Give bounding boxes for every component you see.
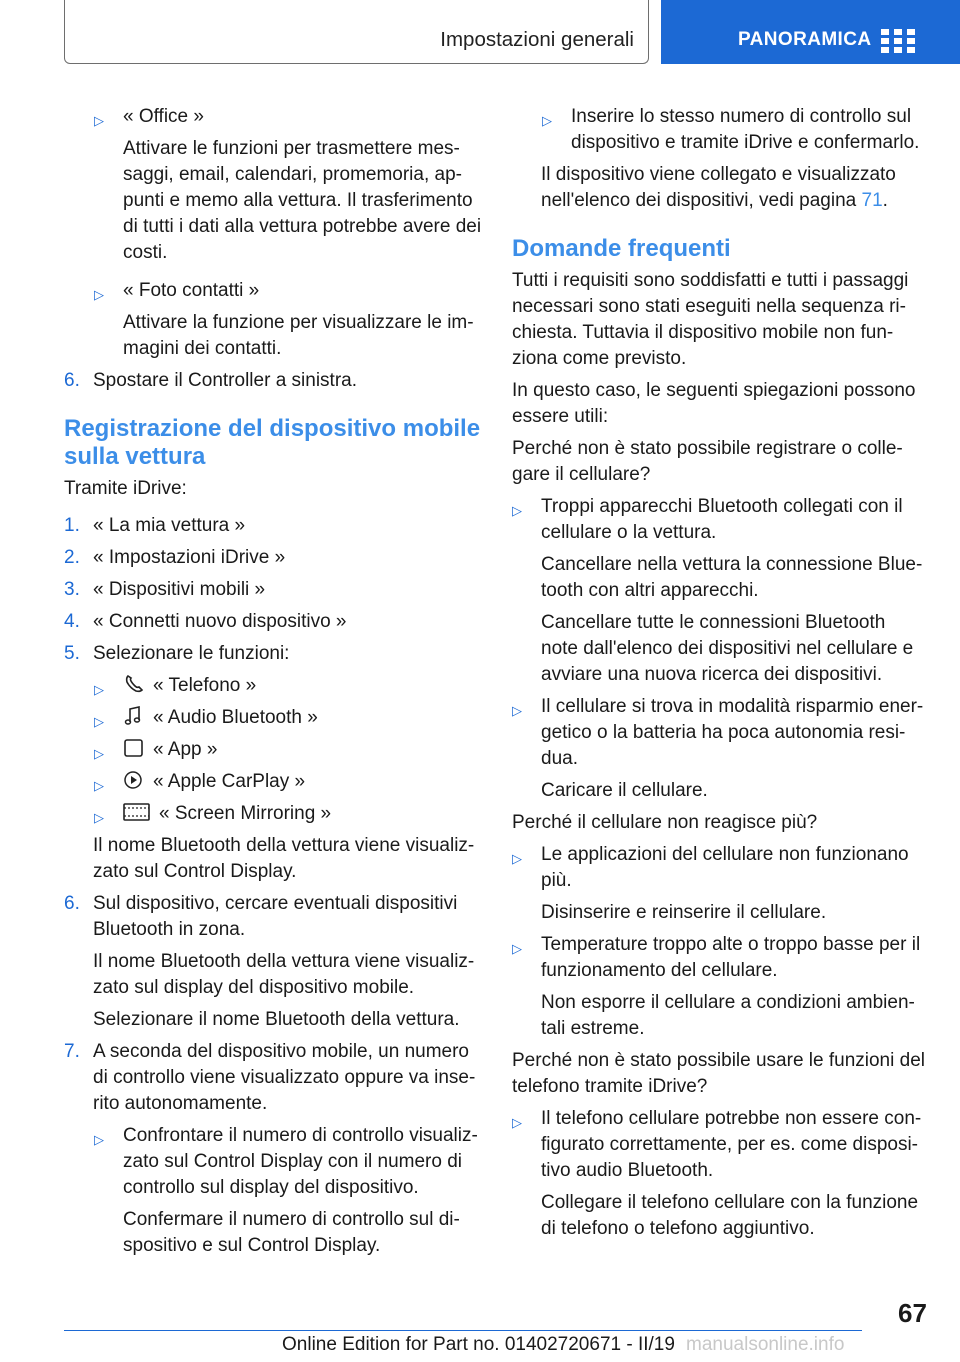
screen-mirroring-icon bbox=[123, 802, 151, 822]
page-number: 67 bbox=[898, 1298, 927, 1328]
question-2: Perché il cellulare non reagisce più? bbox=[512, 812, 818, 833]
list-item bbox=[64, 278, 484, 304]
phone-icon bbox=[123, 674, 145, 694]
step-6b-note: Il nome Bluetooth della vettura viene visualiz- zato sul display del dispositivo mobile. bbox=[93, 951, 475, 998]
q3-bullet1-note: Collegare il telefono cellulare con la funzione di telefono o telefono aggiuntivo. bbox=[541, 1192, 919, 1239]
q2-bullet1-note: Disinserire e reinserire il cellulare. bbox=[541, 902, 827, 923]
step-2: 2. « Impostazioni iDrive » bbox=[64, 547, 286, 568]
q2-bullet2-note: Non esporre il cellulare a condizioni ambien- tali estreme. bbox=[541, 992, 915, 1039]
triangle-bullet-icon: ▷ bbox=[94, 1132, 104, 1147]
office-title: « Office » bbox=[123, 106, 204, 127]
header-tab-label: PANORAMICA bbox=[738, 29, 872, 50]
step-5: 5. Selezionare le funzioni: bbox=[64, 643, 290, 664]
step-7: 7. A seconda del dispositivo mobile, un numero di controllo viene visualizzato oppure va inse- rito autonomamente. bbox=[64, 1041, 476, 1114]
function-screen-mirroring: ▷ « Screen Mirroring » bbox=[64, 801, 484, 827]
step-5-note: Il nome Bluetooth della vettura viene visualiz- zato sul Control Display. bbox=[93, 835, 475, 882]
list-item: ▷ Temperature troppo alte o troppo basse per il funzionamento del cellulare. bbox=[512, 934, 921, 981]
q1-bullet2-note: Caricare il cellulare. bbox=[541, 780, 708, 801]
tramite-idrive: Tramite iDrive: bbox=[64, 478, 187, 499]
list-item: ▷ Il cellulare si trova in modalità risparmio ener- getico o la batteria ha poca autonomia resi- dua. bbox=[512, 696, 924, 769]
triangle-bullet-icon: ▷ bbox=[94, 714, 104, 729]
triangle-bullet-icon: ▷ bbox=[512, 941, 522, 956]
list-item: ▷ Confrontare il numero di controllo visualiz- zato sul Control Display con il numero di controllo sul display del dispositivo. bbox=[94, 1125, 478, 1198]
left-column bbox=[64, 104, 484, 1259]
triangle-bullet-icon: ▷ bbox=[94, 682, 104, 697]
faq-intro: Tutti i requisiti sono soddisfatti e tutti i passaggi necessari sono stati eseguiti nella sequenza ri- chiesta. Tuttavia il dispositivo mobile non fun- ziona come previsto. bbox=[512, 270, 909, 369]
footer-edition: Online Edition for Part no. 01402720671 - II/19 bbox=[282, 1334, 675, 1355]
list-item bbox=[64, 104, 484, 130]
registration-heading: Registrazione del dispositivo mobile sulla vettura bbox=[64, 415, 481, 470]
triangle-bullet-icon: ▷ bbox=[512, 1115, 522, 1130]
list-item: ▷ Le applicazioni del cellulare non funzionano più. bbox=[512, 844, 909, 891]
step-7-bullet-note: Confermare il numero di controllo sul di- spositivo e sul Control Display. bbox=[123, 1209, 460, 1256]
step-4: 4. « Connetti nuovo dispositivo » bbox=[64, 611, 347, 632]
music-note-icon bbox=[123, 706, 145, 726]
grid-icon bbox=[881, 29, 915, 54]
header-section-box bbox=[64, 0, 649, 64]
connected-note: Il dispositivo viene collegato e visualizzato nell'elenco dei dispositivi, vedi pagina 71. bbox=[541, 164, 896, 211]
foto-title: « Foto contatti » bbox=[123, 280, 260, 301]
triangle-bullet-icon: ▷ bbox=[94, 113, 104, 128]
list-item: ▷ Il telefono cellulare potrebbe non essere con- figurato correttamente, per es. come disposi- tivo audio Bluetooth. bbox=[512, 1108, 922, 1181]
triangle-bullet-icon: ▷ bbox=[94, 287, 104, 302]
q1-bullet1-note2: Cancellare tutte le connessioni Bluetooth note dall'elenco dei dispositivi nel cellulare e avviare una nuova ricerca dei dispositivi. bbox=[541, 612, 914, 685]
carplay-icon bbox=[123, 770, 145, 790]
app-icon bbox=[123, 738, 145, 758]
step-6b-note-2: Selezionare il nome Bluetooth della vettura. bbox=[93, 1009, 460, 1030]
step-1: 1. « La mia vettura » bbox=[64, 515, 246, 536]
foto-description: Attivare la funzione per visualizzare le im- magini dei contatti. bbox=[123, 312, 474, 359]
triangle-bullet-icon: ▷ bbox=[94, 746, 104, 761]
list-item: ▷ Inserire lo stesso numero di controllo sul dispositivo e tramite iDrive e confermarlo. bbox=[542, 106, 920, 153]
office-description: Attivare le funzioni per trasmettere mes- saggi, email, calendari, promemoria, ap- punti e memo alla vettura. Il trasferimento di tutti i dati alla vettura potrebbe avere dei costi. bbox=[123, 138, 482, 263]
question-1: Perché non è stato possibile registrare o colle- gare il cellulare? bbox=[512, 438, 903, 485]
step-6b: 6. Sul dispositivo, cercare eventuali dispositivi Bluetooth in zona. bbox=[64, 893, 458, 940]
page-reference-link[interactable]: 71 bbox=[861, 190, 883, 211]
triangle-bullet-icon: ▷ bbox=[512, 851, 522, 866]
watermark: manualsonline.info bbox=[686, 1334, 845, 1355]
question-3: Perché non è stato possibile usare le funzioni del telefono tramite iDrive? bbox=[512, 1050, 925, 1097]
header-section-title: Impostazioni generali bbox=[440, 28, 634, 51]
footer-divider bbox=[64, 1330, 862, 1331]
step-3: 3. « Dispositivi mobili » bbox=[64, 579, 266, 600]
step-number: 6. bbox=[64, 370, 80, 391]
triangle-bullet-icon: ▷ bbox=[512, 703, 522, 718]
triangle-bullet-icon: ▷ bbox=[512, 503, 522, 518]
faq-intro-2: In questo caso, le seguenti spiegazioni possono essere utili: bbox=[512, 380, 916, 427]
triangle-bullet-icon: ▷ bbox=[94, 810, 104, 825]
function-carplay: ▷ « Apple CarPlay » bbox=[64, 769, 484, 795]
function-audio-bluetooth: ▷ « Audio Bluetooth » bbox=[64, 705, 484, 731]
function-app: ▷ « App » bbox=[64, 737, 484, 763]
triangle-bullet-icon: ▷ bbox=[542, 113, 552, 128]
function-phone: ▷ « Telefono » bbox=[64, 673, 484, 699]
list-item: ▷ Troppi apparecchi Bluetooth collegati con il cellulare o la vettura. bbox=[512, 496, 903, 543]
q1-bullet1-note1: Cancellare nella vettura la connessione Blue- tooth con altri apparecchi. bbox=[541, 554, 923, 601]
header-overview-tab[interactable] bbox=[661, 0, 960, 64]
faq-heading: Domande frequenti bbox=[512, 235, 731, 262]
right-column bbox=[512, 104, 932, 1242]
triangle-bullet-icon: ▷ bbox=[94, 778, 104, 793]
step-6: 6. Spostare il Controller a sinistra. bbox=[64, 368, 484, 394]
